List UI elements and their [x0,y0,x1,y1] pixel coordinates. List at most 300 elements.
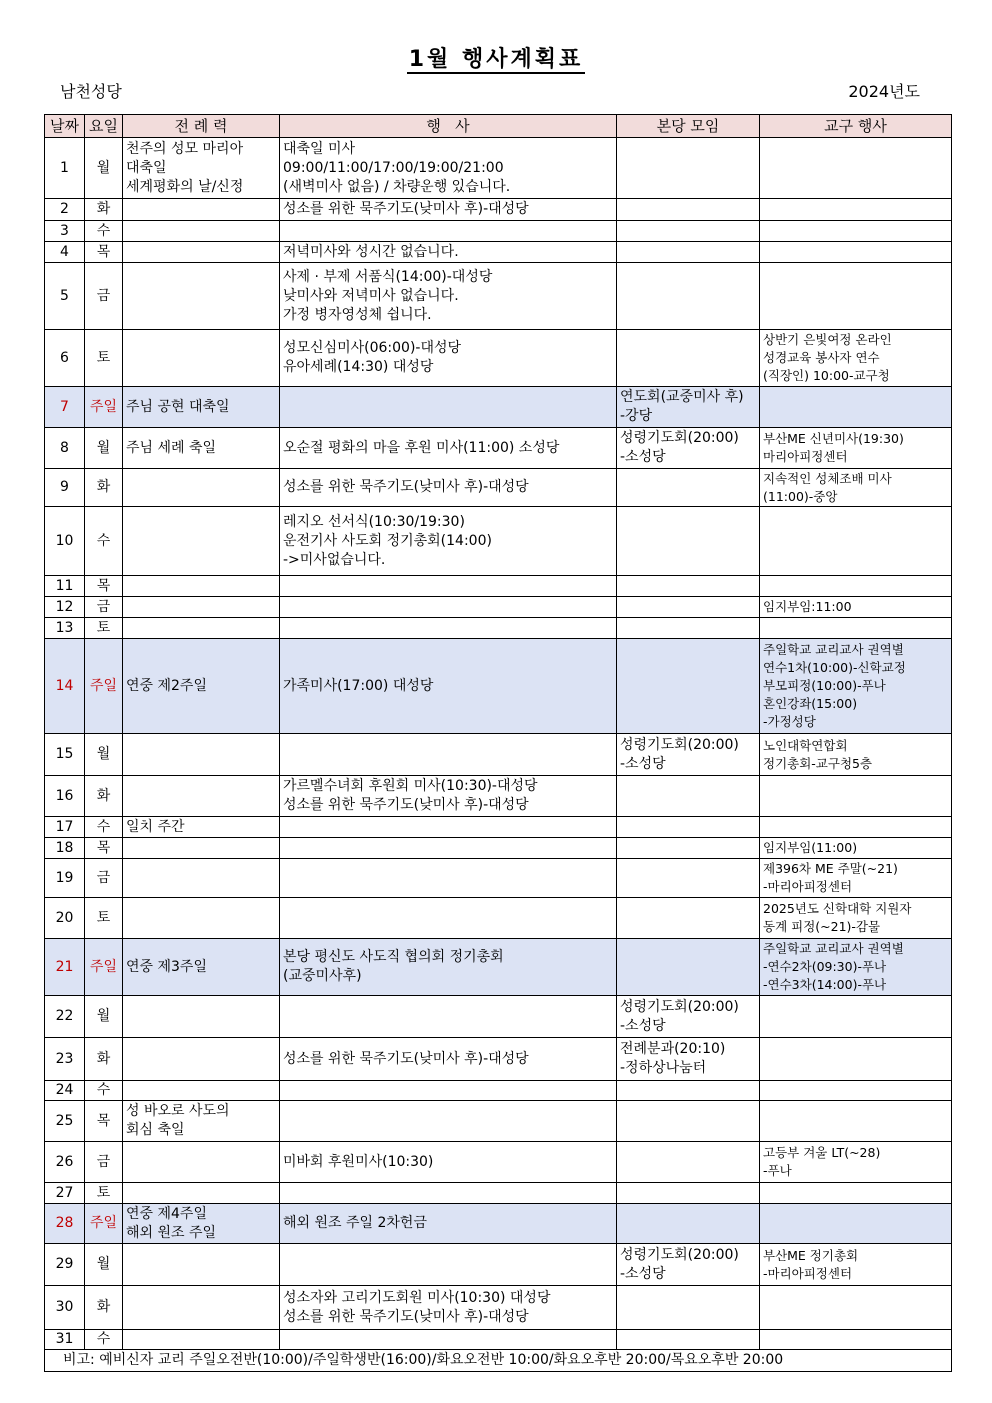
events-cell [280,817,617,838]
weekday-cell: 월 [85,1244,123,1286]
diocese-events-cell [760,1244,952,1286]
events-cell-line: 해외 원조 주일 2차헌금 [283,1215,427,1231]
events-cell-line: 레지오 선서식(10:30/19:30) [283,513,465,530]
weekday-cell: 화 [85,776,123,817]
diocese-events-cell-line: 임지부임:11:00 [763,599,852,614]
table-row [45,734,952,776]
liturgy-cell [123,507,280,576]
events-cell [280,1183,617,1204]
liturgy-cell [123,996,280,1038]
events-cell [280,330,617,387]
events-cell [280,734,617,776]
events-cell-line: 저녁미사와 성시간 없습니다. [283,243,459,260]
liturgy-cell [123,1286,280,1330]
parish-meeting-cell [617,263,760,330]
parish-meeting-cell [617,138,760,199]
parish-meeting-cell-line: 연도회(교중미사 후) [620,389,744,405]
liturgy-cell-line: 대축일 [126,159,167,176]
parish-meeting-cell-line: 전례분과(20:10) [620,1041,726,1057]
liturgy-cell [123,776,280,817]
table-row [45,898,952,939]
diocese-events-cell-line: 고등부 겨울 LT(~28) [763,1145,881,1160]
date-cell: 23 [45,1038,85,1081]
diocese-events-cell [760,507,952,576]
weekday-cell: 목 [85,242,123,263]
date-cell: 5 [45,263,85,330]
diocese-events-cell-line: 노인대학연합회 [763,737,848,753]
parish-meeting-cell-line: -소성당 [620,1017,666,1034]
date-cell: 9 [45,469,85,507]
events-cell-line: 성소를 위한 묵주기도(낮미사 후)-대성당 [283,201,529,217]
footer-row [45,1350,952,1372]
diocese-events-cell-line: -마리아피정센터 [763,1265,853,1281]
schedule-table [44,114,952,1372]
liturgy-cell [123,263,280,330]
date-cell: 27 [45,1183,85,1204]
events-cell-line: 성소를 위한 묵주기도(낮미사 후)-대성당 [283,479,529,495]
diocese-events-cell [760,939,952,996]
date-cell: 25 [45,1101,85,1142]
parish-meeting-cell [617,1038,760,1081]
table-row [45,1038,952,1081]
table-row [45,428,952,469]
table-row [45,263,952,330]
col-header-liturgy: 전 례 력 [123,115,280,138]
date-cell: 31 [45,1330,85,1350]
liturgy-cell [123,1081,280,1101]
weekday-cell: 수 [85,817,123,838]
date-cell: 30 [45,1286,85,1330]
table-row [45,1142,952,1183]
col-header-parish-meeting: 본당 모임 [617,115,760,138]
parish-meeting-cell [617,1244,760,1286]
events-cell [280,576,617,597]
parish-meeting-cell [617,996,760,1038]
weekday-cell: 주일 [85,639,123,734]
events-cell [280,776,617,817]
date-cell: 26 [45,1142,85,1183]
table-row [45,1101,952,1142]
parish-meeting-cell-line: 성령기도회(20:00) [620,736,739,753]
diocese-events-cell-line: 2025년도 신학대학 지원자 [763,901,912,916]
liturgy-cell [123,817,280,838]
col-header-diocese-events: 교구 행사 [760,115,952,138]
table-row [45,330,952,387]
diocese-events-cell [760,898,952,939]
events-cell [280,242,617,263]
events-cell [280,597,617,618]
diocese-events-cell [760,1142,952,1183]
weekday-cell: 토 [85,618,123,639]
events-cell-line: 낮미사와 저녁미사 없습니다. [283,287,459,304]
parish-meeting-cell [617,242,760,263]
weekday-cell: 월 [85,428,123,469]
diocese-events-cell-line: 제396차 ME 주말(~21) [763,861,898,876]
diocese-events-cell [760,199,952,221]
weekday-cell: 토 [85,330,123,387]
events-cell-line: 성소를 위한 묵주기도(낮미사 후)-대성당 [283,797,529,813]
events-cell [280,263,617,330]
events-cell-line: 오순절 평화의 마을 후원 미사(11:00) 소성당 [283,439,560,456]
table-row [45,387,952,428]
parish-meeting-cell [617,618,760,639]
liturgy-cell [123,1204,280,1244]
parish-meeting-cell-line: -정하상나눔터 [620,1060,707,1076]
weekday-cell: 목 [85,576,123,597]
parish-meeting-cell [617,221,760,242]
events-cell-line: 사제 · 부제 서품식(14:00)-대성당 [283,268,493,285]
weekday-cell: 목 [85,1101,123,1142]
diocese-events-cell-line: 성경교육 봉사자 연수 [763,350,880,365]
diocese-events-cell [760,138,952,199]
diocese-events-cell [760,776,952,817]
diocese-events-cell [760,469,952,507]
weekday-cell: 화 [85,1286,123,1330]
liturgy-cell [123,859,280,898]
table-row [45,859,952,898]
weekday-cell: 주일 [85,387,123,428]
date-cell: 18 [45,838,85,859]
col-header-date: 날짜 [45,115,85,138]
diocese-events-cell-line: 마리아피정센터 [763,449,848,464]
diocese-events-cell [760,859,952,898]
liturgy-cell-line: 주님 세례 축일 [126,439,217,456]
parish-meeting-cell [617,428,760,469]
liturgy-cell [123,939,280,996]
weekday-cell: 화 [85,469,123,507]
events-cell-line: 09:00/11:00/17:00/19:00/21:00 [283,159,504,176]
date-cell: 19 [45,859,85,898]
table-row [45,817,952,838]
liturgy-cell-line: 세계평화의 날/신정 [126,178,244,195]
date-cell: 22 [45,996,85,1038]
parish-meeting-cell-line: 성령기도회(20:00) [620,1246,739,1263]
liturgy-cell [123,469,280,507]
table-row [45,1081,952,1101]
table-row [45,1286,952,1330]
diocese-events-cell-line: 지속적인 성체조배 미사 [763,470,892,486]
liturgy-cell-line: 일치 주간 [126,818,185,835]
parish-meeting-cell-line: 성령기도회(20:00) [620,998,739,1015]
table-row [45,138,952,199]
liturgy-cell [123,576,280,597]
events-cell-line: 가정 병자영성체 쉽니다. [283,306,432,323]
diocese-events-cell-line: 부산ME 정기총회 [763,1247,859,1263]
parish-meeting-cell-line: -소성당 [620,1265,666,1282]
events-cell [280,387,617,428]
events-cell [280,859,617,898]
table-row [45,838,952,859]
parish-meeting-cell [617,469,760,507]
diocese-events-cell [760,428,952,469]
weekday-cell: 월 [85,138,123,199]
parish-meeting-cell [617,776,760,817]
diocese-events-cell [760,263,952,330]
diocese-events-cell [760,639,952,734]
year-label: 2024년도 [848,82,920,101]
parish-meeting-cell-line: -강당 [620,408,653,424]
date-cell: 8 [45,428,85,469]
parish-meeting-cell [617,507,760,576]
diocese-events-cell-line: -연수2차(09:30)-푸나 [763,959,887,974]
diocese-events-cell [760,221,952,242]
events-cell [280,199,617,221]
liturgy-cell [123,199,280,221]
table-row [45,776,952,817]
liturgy-cell-line: 연중 제2주일 [126,677,207,694]
diocese-events-cell-line: 상반기 은빛여정 온라인 [763,332,892,347]
parish-meeting-cell [617,387,760,428]
liturgy-cell [123,597,280,618]
weekday-cell: 수 [85,1081,123,1101]
table-row [45,1204,952,1244]
liturgy-cell-line: 성 바오로 사도의 [126,1103,230,1119]
diocese-events-cell-line: 동계 피정(~21)-감물 [763,919,881,934]
date-cell: 13 [45,618,85,639]
table-row [45,221,952,242]
events-cell [280,898,617,939]
diocese-events-cell [760,996,952,1038]
parish-meeting-cell [617,1142,760,1183]
events-cell [280,838,617,859]
parish-meeting-cell-line: -소성당 [620,755,666,772]
events-cell-line: 성소를 위한 묵주기도(낮미사 후)-대성당 [283,1050,529,1067]
events-cell-line: 성모신심미사(06:00)-대성당 [283,340,462,356]
date-cell: 29 [45,1244,85,1286]
diocese-events-cell [760,1038,952,1081]
events-cell [280,939,617,996]
liturgy-cell [123,639,280,734]
table-row [45,1244,952,1286]
diocese-events-cell [760,838,952,859]
events-cell [280,1330,617,1350]
events-cell [280,1038,617,1081]
col-header-events: 행 사 [280,115,617,138]
parish-meeting-cell [617,1286,760,1330]
diocese-events-cell-line: -연수3차(14:00)-푸나 [763,977,887,992]
parish-meeting-cell [617,939,760,996]
events-cell [280,618,617,639]
parish-meeting-cell-line: -소성당 [620,449,666,465]
diocese-events-cell-line: 주일학교 교리교사 권역별 [763,642,904,657]
diocese-events-cell [760,576,952,597]
liturgy-cell [123,618,280,639]
date-cell: 1 [45,138,85,199]
date-cell: 24 [45,1081,85,1101]
diocese-events-cell-line: (11:00)-중앙 [763,488,838,504]
liturgy-cell [123,1183,280,1204]
liturgy-cell [123,428,280,469]
parish-meeting-cell [617,859,760,898]
footer-note: 비고: 예비신자 교리 주일오전반(10:00)/주일학생반(16:00)/화요오전반 10:00/화요오후반 20:00/목요오후반 20:00 [45,1350,952,1372]
events-cell-line: (새벽미사 없음) / 차량운행 있습니다. [283,178,511,195]
parish-meeting-cell [617,330,760,387]
liturgy-cell [123,138,280,199]
table-row [45,507,952,576]
liturgy-cell-line: 천주의 성모 마리아 [126,140,244,157]
date-cell: 17 [45,817,85,838]
date-cell: 10 [45,507,85,576]
date-cell: 7 [45,387,85,428]
weekday-cell: 금 [85,597,123,618]
parish-meeting-cell [617,734,760,776]
col-header-weekday: 요일 [85,115,123,138]
table-row [45,597,952,618]
events-cell [280,1244,617,1286]
diocese-events-cell-line: -푸나 [763,1163,792,1178]
weekday-cell: 화 [85,1038,123,1081]
diocese-events-cell [760,1081,952,1101]
table-row [45,199,952,221]
date-cell: 20 [45,898,85,939]
events-cell-line: 운전기사 사도회 정기총회(14:00) [283,532,492,549]
weekday-cell: 토 [85,898,123,939]
date-cell: 4 [45,242,85,263]
parish-meeting-cell [617,639,760,734]
parish-meeting-cell [617,1101,760,1142]
diocese-events-cell-line: 연수1차(10:00)-신학교정 [763,660,906,675]
events-cell-line: 미바회 후원미사(10:30) [283,1153,434,1170]
events-cell-line: 성소자와 고리기도회원 미사(10:30) 대성당 [283,1289,551,1306]
diocese-events-cell-line: -마리아피정센터 [763,879,853,894]
diocese-events-cell [760,330,952,387]
events-cell [280,996,617,1038]
liturgy-cell-line: 회심 축일 [126,1122,185,1138]
diocese-events-cell-line: -가정성당 [763,714,816,729]
diocese-events-cell [760,734,952,776]
date-cell: 14 [45,639,85,734]
diocese-events-cell [760,817,952,838]
diocese-events-cell-line: 정기총회-교구청5층 [763,755,873,771]
parish-meeting-cell [617,1204,760,1244]
weekday-cell: 금 [85,1142,123,1183]
diocese-events-cell [760,618,952,639]
table-row [45,242,952,263]
liturgy-cell [123,1101,280,1142]
parish-meeting-cell [617,838,760,859]
events-cell-line: 본당 평신도 사도직 협의회 정기총회 [283,949,504,965]
liturgy-cell [123,387,280,428]
table-row [45,1183,952,1204]
diocese-events-cell-line: 주일학교 교리교사 권역별 [763,941,904,956]
diocese-events-cell-line: 혼인강좌(15:00) [763,696,858,711]
page-title: 1월 행사계획표 [408,47,584,72]
liturgy-cell-line: 연중 제3주일 [126,958,207,975]
liturgy-cell [123,1330,280,1350]
events-cell [280,428,617,469]
date-cell: 6 [45,330,85,387]
liturgy-cell [123,1038,280,1081]
events-cell [280,1142,617,1183]
diocese-events-cell-line: 임지부임(11:00) [763,840,858,855]
weekday-cell: 수 [85,221,123,242]
weekday-cell: 화 [85,199,123,221]
parish-meeting-cell [617,1183,760,1204]
date-cell: 15 [45,734,85,776]
events-cell-line: 성소를 위한 묵주기도(낮미사 후)-대성당 [283,1308,529,1325]
date-cell: 11 [45,576,85,597]
parish-meeting-cell [617,817,760,838]
events-cell-line: (교중미사후) [283,968,362,984]
parish-meeting-cell [617,898,760,939]
date-cell: 2 [45,199,85,221]
diocese-events-cell [760,1183,952,1204]
diocese-events-cell [760,1101,952,1142]
events-cell-line: 대축일 미사 [283,140,356,157]
weekday-cell: 금 [85,859,123,898]
events-cell-line: ->미사없습니다. [283,551,386,568]
diocese-events-cell [760,1330,952,1350]
events-cell-line: 가족미사(17:00) 대성당 [283,677,434,694]
parish-meeting-cell [617,1081,760,1101]
events-cell-line: 유아세례(14:30) 대성당 [283,359,434,375]
events-cell [280,1101,617,1142]
diocese-events-cell [760,242,952,263]
events-cell [280,1286,617,1330]
liturgy-cell-line: 연중 제4주일 [126,1205,207,1222]
liturgy-cell [123,1142,280,1183]
liturgy-cell-line: 해외 원조 주일 [126,1224,217,1241]
liturgy-cell [123,838,280,859]
diocese-events-cell [760,1204,952,1244]
events-cell-line: 가르멜수녀회 후원회 미사(10:30)-대성당 [283,778,538,794]
weekday-cell: 주일 [85,939,123,996]
weekday-cell: 토 [85,1183,123,1204]
parish-meeting-cell [617,597,760,618]
parish-meeting-cell-line: 성령기도회(20:00) [620,430,739,446]
parish-meeting-cell [617,576,760,597]
date-cell: 12 [45,597,85,618]
table-row [45,939,952,996]
liturgy-cell-line: 주님 공현 대축일 [126,398,230,415]
table-row [45,1330,952,1350]
weekday-cell: 목 [85,838,123,859]
date-cell: 28 [45,1204,85,1244]
events-cell [280,1204,617,1244]
parish-name: 남천성당 [60,82,122,101]
diocese-events-cell-line: 부산ME 신년미사(19:30) [763,431,904,446]
diocese-events-cell [760,1286,952,1330]
weekday-cell: 월 [85,996,123,1038]
table-row [45,576,952,597]
date-cell: 21 [45,939,85,996]
events-cell [280,507,617,576]
table-header-row [45,115,952,138]
weekday-cell: 금 [85,263,123,330]
events-cell [280,639,617,734]
events-cell [280,469,617,507]
weekday-cell: 수 [85,1330,123,1350]
liturgy-cell [123,242,280,263]
events-cell [280,221,617,242]
liturgy-cell [123,330,280,387]
table-row [45,639,952,734]
liturgy-cell [123,734,280,776]
date-cell: 16 [45,776,85,817]
events-cell [280,1081,617,1101]
events-cell [280,138,617,199]
table-row [45,469,952,507]
liturgy-cell [123,221,280,242]
weekday-cell: 월 [85,734,123,776]
diocese-events-cell-line: (직장인) 10:00-교구청 [763,368,890,383]
parish-meeting-cell [617,1330,760,1350]
liturgy-cell [123,898,280,939]
diocese-events-cell-line: 부모피정(10:00)-푸나 [763,678,886,693]
diocese-events-cell [760,597,952,618]
parish-meeting-cell [617,199,760,221]
table-row [45,996,952,1038]
